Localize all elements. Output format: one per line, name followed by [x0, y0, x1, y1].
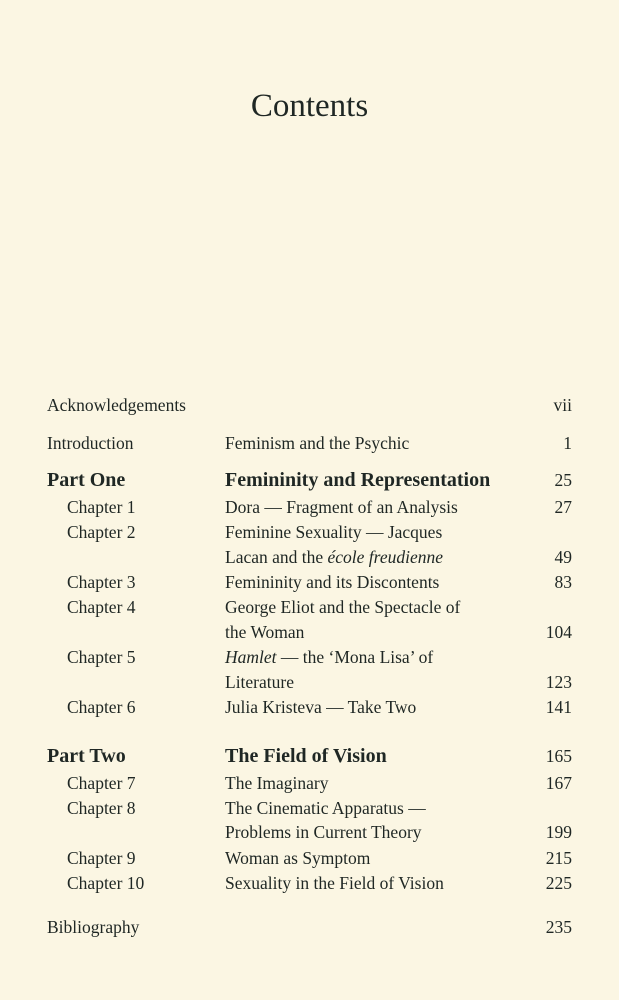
chapter-title: The Imaginary: [225, 773, 329, 793]
page-number: 49: [554, 547, 572, 567]
chapter-title-line1: [225, 645, 433, 670]
part-title: The Field of Vision: [225, 745, 387, 767]
chapter-title: Dora — Fragment of an Analysis: [225, 497, 458, 517]
chapter-title-line2: Literature: [225, 672, 294, 692]
page-number: 104: [545, 622, 572, 642]
chapter-title: Sexuality in the Field of Vision: [225, 873, 444, 893]
chapter-title-text: — the ‘Mona Lisa’ of: [276, 647, 434, 667]
part-label: Part One: [47, 469, 126, 491]
toc-chapter-4[interactable]: [0, 595, 619, 620]
toc-chapter-10[interactable]: [0, 871, 619, 896]
page-number: 167: [545, 773, 572, 793]
toc-chapter-3[interactable]: [0, 570, 619, 595]
part-title: Femininity and Representation: [225, 469, 491, 491]
toc-chapter-4-cont[interactable]: [0, 620, 619, 645]
toc-chapter-6[interactable]: [0, 695, 619, 720]
toc-chapter-1[interactable]: [0, 495, 619, 520]
toc-entry-acknowledgements[interactable]: [0, 393, 619, 418]
page-number: 27: [554, 497, 572, 517]
chapter-title: Woman as Symptom: [225, 848, 371, 868]
toc-chapter-8-cont[interactable]: [0, 820, 619, 845]
page-number: 25: [554, 470, 572, 490]
chapter-title-italic: école freudienne: [327, 547, 443, 567]
chapter-title-line1: Feminine Sexuality — Jacques: [225, 522, 443, 542]
chapter-label: Chapter 4: [67, 597, 136, 617]
page-number: 215: [545, 848, 572, 868]
page-number: 225: [545, 873, 572, 893]
chapter-label: Chapter 6: [67, 697, 136, 717]
part-label: Part Two: [47, 745, 126, 767]
chapter-title-line2: [225, 545, 443, 570]
toc-entry-bibliography[interactable]: [0, 915, 619, 940]
page-number: vii: [553, 395, 572, 415]
toc-entry-introduction[interactable]: [0, 431, 619, 456]
page-number: 1: [563, 433, 572, 453]
chapter-title-line2: the Woman: [225, 622, 305, 642]
chapter-label: Chapter 3: [67, 572, 136, 592]
chapter-title-italic: Hamlet: [225, 647, 277, 667]
toc-chapter-2-cont[interactable]: [0, 545, 619, 570]
chapter-title: Femininity and its Discontents: [225, 572, 440, 592]
page-number: 83: [554, 572, 572, 592]
toc-chapter-5[interactable]: [0, 645, 619, 670]
chapter-label: Chapter 7: [67, 773, 136, 793]
page-number: 141: [545, 697, 572, 717]
toc-part-two[interactable]: [0, 744, 619, 769]
entry-label: Acknowledgements: [47, 395, 186, 415]
toc-chapter-9[interactable]: [0, 846, 619, 871]
chapter-title: Julia Kristeva — Take Two: [225, 697, 417, 717]
chapter-title-line1: George Eliot and the Spectacle of: [225, 597, 461, 617]
page-number: 123: [545, 672, 572, 692]
chapter-label: Chapter 2: [67, 522, 136, 542]
page-number: 199: [545, 822, 572, 842]
page-number: 165: [545, 746, 572, 766]
toc-part-one[interactable]: [0, 468, 619, 493]
toc-chapter-7[interactable]: [0, 771, 619, 796]
page-number: 235: [545, 917, 572, 937]
chapter-label: Chapter 8: [67, 798, 136, 818]
page-title: Contents: [250, 88, 369, 124]
chapter-label: Chapter 9: [67, 848, 136, 868]
chapter-label: Chapter 10: [67, 873, 145, 893]
entry-label: Introduction: [47, 433, 134, 453]
chapter-title-text: Lacan and the: [225, 547, 328, 567]
toc-chapter-2[interactable]: [0, 520, 619, 545]
entry-title: Feminism and the Psychic: [225, 433, 410, 453]
chapter-title-line1: The Cinematic Apparatus —: [225, 798, 426, 818]
chapter-label: Chapter 1: [67, 497, 136, 517]
chapter-label: Chapter 5: [67, 647, 136, 667]
toc-chapter-5-cont[interactable]: [0, 670, 619, 695]
toc-chapter-8[interactable]: [0, 796, 619, 821]
chapter-title-line2: Problems in Current Theory: [225, 822, 422, 842]
entry-label: Bibliography: [47, 917, 140, 937]
